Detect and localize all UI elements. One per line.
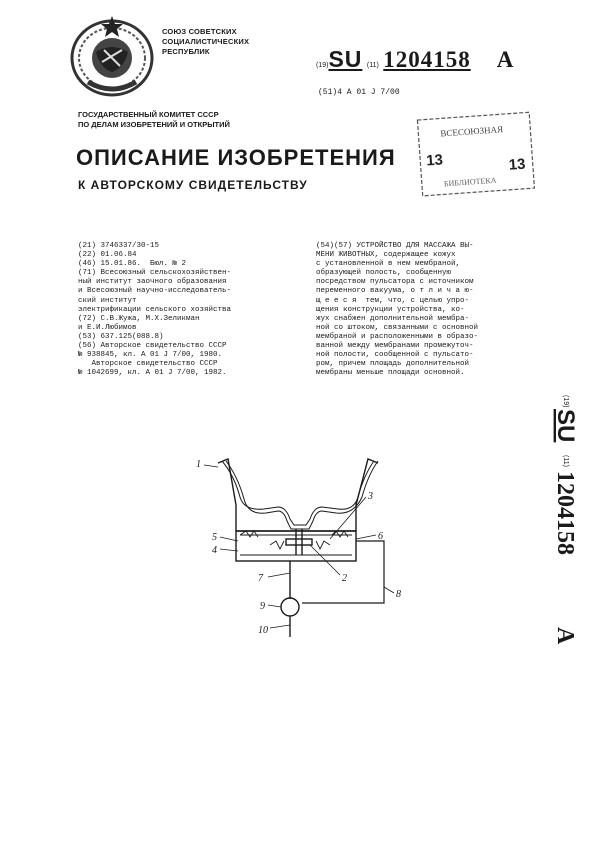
biblio-line: ский институт bbox=[78, 296, 137, 305]
biblio-line: (72) С.В.Жужа, М.Х.Зеликман bbox=[78, 314, 200, 323]
biblio-line: (56) Авторское свидетельство СССР bbox=[78, 342, 227, 351]
biblio-line: и Е.И.Любимов bbox=[78, 323, 137, 332]
committee-line: ПО ДЕЛАМ ИЗОБРЕТЕНИЙ И ОТКРЫТИЙ bbox=[78, 120, 230, 129]
biblio-line: (46) 15.01.86. Бюл. № 2 bbox=[78, 260, 187, 269]
stamp-bottom-text: БИБЛИОТЕКА bbox=[443, 175, 497, 189]
biblio-line: ный институт заочного образования bbox=[78, 278, 227, 287]
claim-line: посредством пульсатора с источником bbox=[316, 278, 474, 287]
claim-line: мембраной и расположенными в образо- bbox=[316, 332, 479, 341]
document-subtitle: К АВТОРСКОМУ СВИДЕТЕЛЬСТВУ bbox=[78, 178, 308, 192]
committee-name bbox=[78, 110, 230, 130]
biblio-line: электрификации сельского хозяйства bbox=[78, 305, 232, 314]
figure-label-6: 6 bbox=[378, 531, 383, 542]
claim-line: образующей полость, сообщенную bbox=[316, 269, 452, 278]
biblio-line: № 938845, кл. A 01 J 7/00, 1980. bbox=[78, 351, 223, 360]
biblio-line: (21) 3746337/30-15 bbox=[78, 242, 160, 250]
claim-line: щения конструкции устройства, ко- bbox=[316, 305, 465, 314]
state-name-line: СОЮЗ СОВЕТСКИХ bbox=[162, 27, 237, 36]
claim-line: ной полости, сообщенной с пульсато- bbox=[316, 351, 474, 360]
committee-line: ГОСУДАРСТВЕННЫЙ КОМИТЕТ СССР bbox=[78, 110, 219, 119]
patent-number-block bbox=[316, 46, 513, 73]
claim-line: ванной между мембранами промежуточ- bbox=[316, 342, 474, 351]
side-code-11: (11) bbox=[562, 455, 569, 467]
figure-label-7: 7 bbox=[258, 573, 263, 584]
side-patent-number bbox=[536, 395, 579, 650]
bibliographic-data bbox=[78, 242, 288, 378]
library-stamp bbox=[416, 110, 538, 200]
state-name-line: СОЦИАЛИСТИЧЕСКИХ bbox=[162, 37, 250, 46]
side-document-kind: A bbox=[552, 627, 578, 645]
figure-label-4: 4 bbox=[212, 545, 217, 556]
device-schematic bbox=[190, 445, 430, 645]
biblio-line: (53) 637.125(088.8) bbox=[78, 332, 164, 341]
figure-label-10: 10 bbox=[258, 625, 268, 636]
document-title: ОПИСАНИЕ ИЗОБРЕТЕНИЯ bbox=[76, 145, 396, 170]
stamp-top-text: ВСЕСОЮЗНАЯ bbox=[440, 124, 504, 139]
claim-text bbox=[316, 242, 526, 378]
stamp-left-number: 13 bbox=[425, 151, 444, 170]
figure-label-2: 2 bbox=[342, 573, 347, 584]
side-patent-number-text: 1204158 bbox=[552, 471, 578, 555]
patent-number: 1204158 bbox=[383, 47, 471, 72]
state-emblem-icon bbox=[68, 12, 156, 98]
state-name bbox=[162, 27, 249, 57]
claim-line: переменного вакуума, о т л и ч а ю- bbox=[316, 287, 474, 296]
figure-label-3: 3 bbox=[368, 491, 373, 502]
code-19: (19) bbox=[316, 62, 329, 69]
biblio-line: и Всесоюзный научно-исследователь- bbox=[78, 287, 232, 296]
biblio-line: № 1042699, кл. A 01 J 7/00, 1982. bbox=[78, 369, 227, 378]
figure-label-5: 5 bbox=[212, 532, 217, 543]
figure-label-9: 9 bbox=[260, 601, 265, 612]
biblio-line: (22) 01.06.84 bbox=[78, 251, 137, 260]
claim-line: ром, причем площадь дополнительной bbox=[316, 360, 470, 369]
side-code-19: (19) bbox=[562, 395, 569, 408]
claim-line: МЕНИ ЖИВОТНЫХ, содержащее кожух bbox=[316, 251, 456, 260]
biblio-line: Авторское свидетельство СССР bbox=[78, 360, 218, 369]
figure-label-8: 8 bbox=[396, 589, 401, 600]
biblio-line: (71) Всесоюзный сельскохозяйствен- bbox=[78, 269, 232, 278]
side-country-code: SU bbox=[552, 409, 579, 443]
stamp-right-number: 13 bbox=[508, 155, 527, 174]
state-name-line: РЕСПУБЛИК bbox=[162, 47, 210, 56]
claim-line: мембраны меньше площади основной. bbox=[316, 369, 465, 378]
document-kind: A bbox=[496, 47, 514, 72]
claim-line: щ е е с я тем, что, с целью упро- bbox=[316, 296, 470, 305]
code-11: (11) bbox=[366, 62, 379, 69]
claim-line: с установленной в нем мембраной, bbox=[316, 260, 461, 269]
figure-label-1: 1 bbox=[196, 459, 201, 470]
claim-line: (54)(57) УСТРОЙСТВО ДЛЯ МАССАЖА ВЫ- bbox=[316, 242, 474, 250]
claim-line: жух снабжен дополнительной мембра- bbox=[316, 314, 470, 323]
country-code: SU bbox=[328, 46, 363, 72]
ipc-classification: (51)4 A 01 J 7/00 bbox=[318, 88, 400, 97]
claim-line: ной со штоком, связанными с основной bbox=[316, 323, 479, 332]
